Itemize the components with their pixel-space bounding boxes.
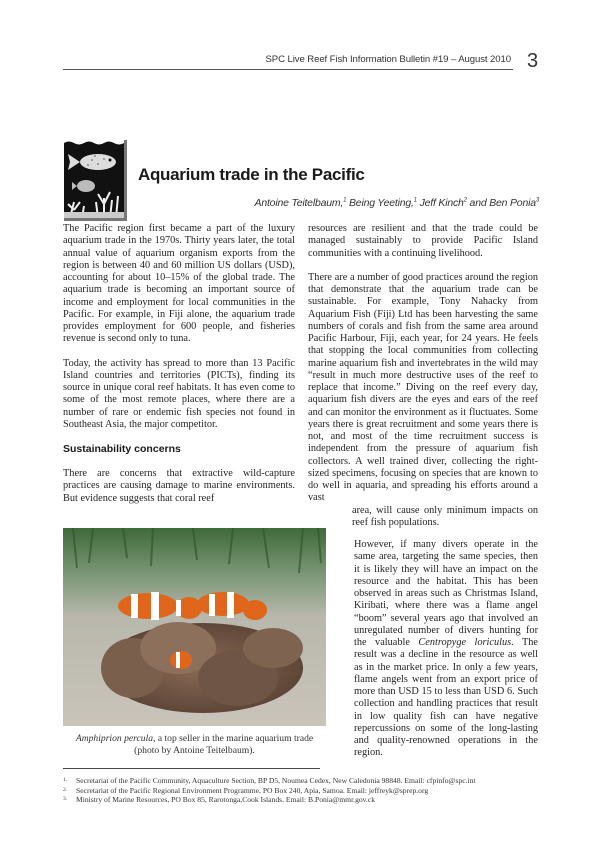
author: Antoine Teitelbaum, [254,197,344,209]
footnote [63,795,543,805]
author: Jeff Kinch [416,197,464,209]
right-column-lower [354,539,538,760]
paragraph: Today, the activity has spread to more than 13 Pacific Island countries and territories (PICTs), finding its source in unique coral reef habitats. It has even come to some of the most remote places, where there are a number of rare or endemic fish species not found in Southeast Asia, the major competitor. [63,357,295,430]
page-number: 3 [527,50,539,72]
author: Being Yeeting, [346,197,414,209]
author-affiliation: 2 [463,197,467,204]
figure-caption [63,733,326,757]
footnote-number: 1. [63,777,68,783]
footnote-number: 3. [63,796,68,803]
author-list [255,197,539,209]
author-affiliation: 1 [413,197,417,204]
footnotes [63,776,543,805]
paragraph: The Pacific region first became a part of the luxury aquarium trade in the 1970s. Thirty years later, the total annual value of aquarium organism exports from the region is between 40 and 60 million US dollars (USD), accounting for about 10–15% of the global trade. The aquarium trade is becoming an important source of income and employment for local communities in the Pacific. For example, in Fiji alone, the aquarium trade provides employment for 600 people, and fisheries revenue is second only to tuna. [63,223,295,345]
paragraph-continuation: area, will cause only minimum impacts on reef fish populations. [352,504,538,528]
running-header-title: SPC Live Reef Fish Information Bulletin #19 – August 2010 [265,54,511,65]
paragraph: There are a number of good practices around the region that demonstrate that the aquarium trade can be sustainable. For example, Tony Nahacky from Aquarium Fish (Fiji) Ltd has been harvesting the same numbers of corals and fish from the same area around Pacific Harbour, Fiji, each year, for 24 years. He feels that stopping the local communities from collecting marine aquarium fish and invertebrates in the wild may “result in much more destructive uses of the reef to replace that income.” Diving on the reef every day, aquarium fish divers are the eyes and ears of the reef and can monitor the environment as it fluctuates. Some years there is great recruitment and some years there is not, and most of the time recruitment success is independent from the pressure of aquarium fish collectors. A well trained diver, collecting the right-sized specimens, focusing on species that are known to do well in aquaria, and spreading his efforts around a vast [308,271,538,504]
footnote-text: Ministry of Marine Resources, PO Box 85, Rarotonga,Cook Islands. Email: B.Ponia@mmr.gov.ck [76,795,376,805]
author-affiliation: 1 [343,197,347,204]
footnote-text: Secretariat of the Pacific Regional Environment Programme, PO Box 240, Apia, Samoa. Email: jeffreyk@sprep.org [76,785,429,795]
section-heading: Sustainability concerns [63,443,181,455]
left-column [63,223,295,505]
clownfish-photo [63,528,326,726]
footnote-text: Secretariat of the Pacific Community, Aquaculture Section, BP D5, Noumea Cedex, New Caledonia 98848. Email: cfpinfo@spc.int [76,776,476,785]
footnote [63,786,543,796]
text-run: However, if many divers operate in the same area, targeting the same species, then it is likely they will have an impact on the resource and the habitat. This has been observed in areas such as Christmas Island, Kiribati, where there was a flame angel “boom” several years ago that involved an unregulated number of divers hunting for the valuable [354,539,538,648]
species-name: Centropyge loriculus [418,637,512,648]
footnote [63,776,543,786]
paragraph [354,539,538,760]
running-header [63,52,513,70]
footnote-number: 2. [63,786,68,793]
reef-fish-logo-icon [64,140,127,221]
paragraph: resources are resilient and that the trade could be managed sustainably to provide Pacific Island communities with a continuing livelihood. [308,223,538,259]
right-column [308,223,538,529]
caption-species: Amphiprion percula [75,733,154,744]
author: and Ben Ponia [466,197,536,209]
caption-text: , a top seller in the marine aquarium trade (photo by Antoine Teitelbaum). [134,733,314,756]
paragraph: There are concerns that extractive wild-capture practices are causing damage to marine environments. But evidence suggests that coral reef [63,468,295,504]
article-title: Aquarium trade in the Pacific [138,165,365,184]
text-run: . The result was a decline in the resource as well as in the market price. In only a few years, flame angels went from an export price of more than USD 15 to less than USD 6. Such collection and handling practices that result in low quality fish can have negative repercussions on some of the long-lasting and quality-renowned operations in the region. [354,637,538,759]
footnote-divider [63,768,320,769]
author-affiliation: 3 [535,197,539,204]
